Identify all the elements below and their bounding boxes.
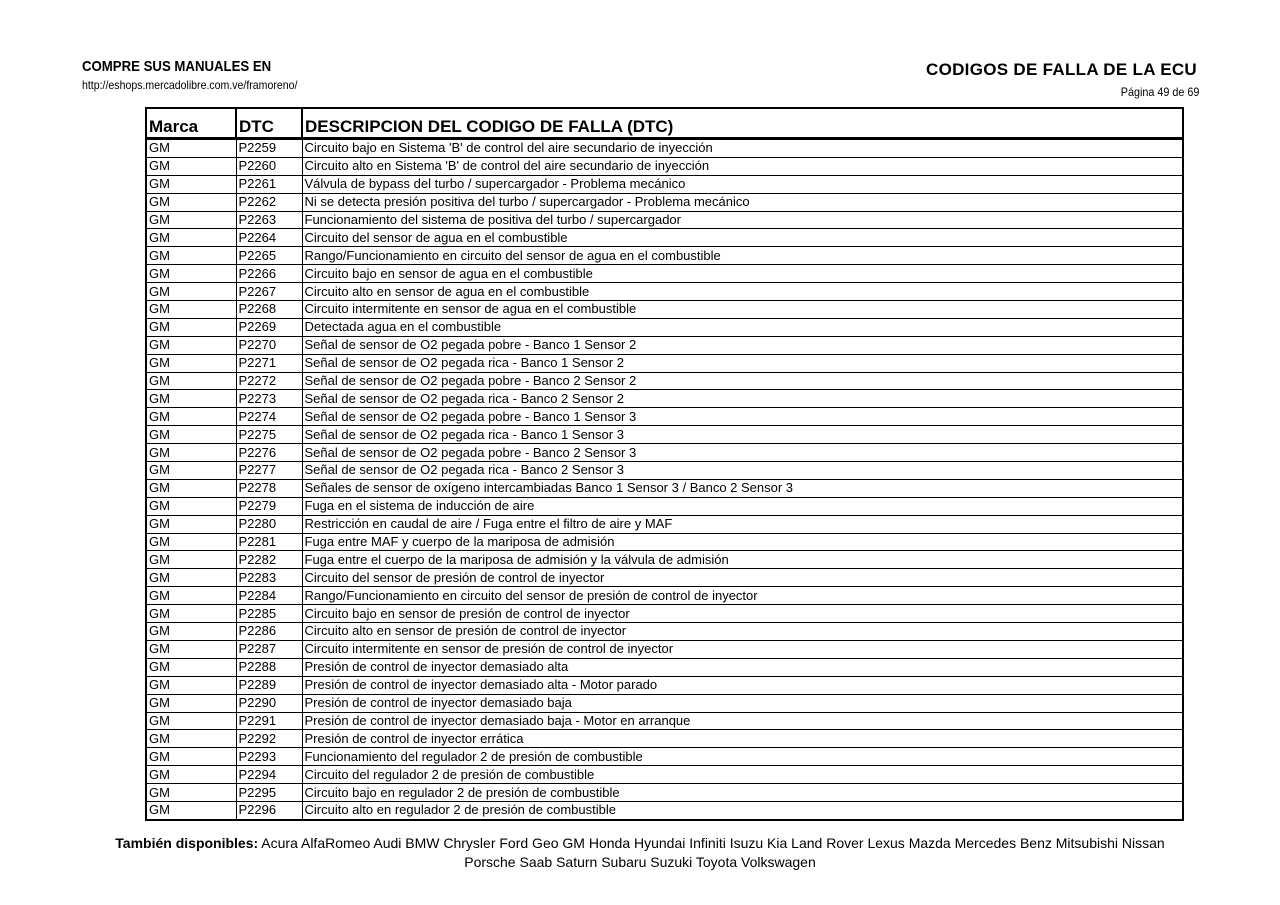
cell-description: Funcionamiento del regulador 2 de presión de combustible: [302, 748, 1183, 766]
column-header-marca: Marca: [146, 108, 236, 139]
table-row: [146, 372, 1183, 390]
cell-marca: GM: [146, 301, 236, 319]
table-row: [146, 283, 1183, 301]
cell-dtc: P2267: [236, 283, 302, 301]
promo-title: COMPRE SUS MANUALES EN: [82, 58, 272, 75]
cell-description: Presión de control de inyector demasiado alta - Motor parado: [302, 676, 1183, 694]
table-row: [146, 265, 1183, 283]
cell-description: Circuito bajo en sensor de presión de control de inyector: [302, 605, 1183, 623]
table-row: [146, 784, 1183, 802]
page-number: Página 49 de 69: [1120, 85, 1199, 99]
cell-marca: GM: [146, 730, 236, 748]
table-row: [146, 408, 1183, 426]
cell-dtc: P2284: [236, 587, 302, 605]
cell-dtc: P2285: [236, 605, 302, 623]
cell-dtc: P2269: [236, 318, 302, 336]
table-row: [146, 462, 1183, 480]
cell-description: Circuito del sensor de agua en el combustible: [302, 229, 1183, 247]
cell-marca: GM: [146, 354, 236, 372]
cell-description: Señal de sensor de O2 pegada pobre - Banco 1 Sensor 2: [302, 336, 1183, 354]
cell-marca: GM: [146, 444, 236, 462]
cell-description: Fuga entre MAF y cuerpo de la mariposa de admisión: [302, 533, 1183, 551]
cell-description: Circuito alto en Sistema 'B' de control del aire secundario de inyección: [302, 157, 1183, 175]
cell-marca: GM: [146, 336, 236, 354]
table-row: [146, 712, 1183, 730]
cell-dtc: P2274: [236, 408, 302, 426]
cell-description: Señal de sensor de O2 pegada pobre - Banco 2 Sensor 2: [302, 372, 1183, 390]
cell-dtc: P2282: [236, 551, 302, 569]
cell-dtc: P2286: [236, 623, 302, 641]
table-row: [146, 247, 1183, 265]
cell-description: Circuito intermitente en sensor de presión de control de inyector: [302, 640, 1183, 658]
table-row: [146, 497, 1183, 515]
cell-dtc: P2264: [236, 229, 302, 247]
table-row: [146, 390, 1183, 408]
cell-description: Restricción en caudal de aire / Fuga entre el filtro de aire y MAF: [302, 515, 1183, 533]
column-header-dtc: DTC: [236, 108, 302, 139]
cell-description: Circuito alto en sensor de agua en el combustible: [302, 283, 1183, 301]
cell-dtc: P2295: [236, 784, 302, 802]
table-row: [146, 211, 1183, 229]
cell-marca: GM: [146, 479, 236, 497]
cell-marca: GM: [146, 694, 236, 712]
cell-description: Detectada agua en el combustible: [302, 318, 1183, 336]
cell-dtc: P2270: [236, 336, 302, 354]
cell-description: Presión de control de inyector demasiado baja: [302, 694, 1183, 712]
table-row: [146, 694, 1183, 712]
table-row: [146, 551, 1183, 569]
cell-dtc: P2294: [236, 766, 302, 784]
cell-description: Circuito intermitente en sensor de agua en el combustible: [302, 301, 1183, 319]
cell-marca: GM: [146, 712, 236, 730]
cell-description: Rango/Funcionamiento en circuito del sensor de presión de control de inyector: [302, 587, 1183, 605]
cell-marca: GM: [146, 676, 236, 694]
dtc-table: [145, 107, 1184, 821]
cell-dtc: P2291: [236, 712, 302, 730]
cell-dtc: P2259: [236, 139, 302, 158]
cell-dtc: P2265: [236, 247, 302, 265]
table-row: [146, 336, 1183, 354]
cell-dtc: P2268: [236, 301, 302, 319]
table-row: [146, 193, 1183, 211]
cell-description: Circuito bajo en sensor de agua en el combustible: [302, 265, 1183, 283]
table-row: [146, 479, 1183, 497]
footer-brand-list: Acura AlfaRomeo Audi BMW Chrysler Ford Geo GM Honda Hyundai Infiniti Isuzu Kia Land Rover Lexus Mazda Mercedes Benz Mitsubishi Nissan Porsche Saab Saturn Subaru Suzuki Toyota Volkswagen: [261, 835, 1165, 870]
table-row: [146, 766, 1183, 784]
cell-marca: GM: [146, 229, 236, 247]
cell-marca: GM: [146, 605, 236, 623]
column-header-description: DESCRIPCION DEL CODIGO DE FALLA (DTC): [302, 108, 1183, 139]
cell-description: Circuito del regulador 2 de presión de combustible: [302, 766, 1183, 784]
table-row: [146, 157, 1183, 175]
cell-description: Señales de sensor de oxígeno intercambiadas Banco 1 Sensor 3 / Banco 2 Sensor 3: [302, 479, 1183, 497]
cell-marca: GM: [146, 408, 236, 426]
table-row: [146, 605, 1183, 623]
cell-marca: GM: [146, 175, 236, 193]
table-row: [146, 587, 1183, 605]
cell-dtc: P2296: [236, 801, 302, 819]
cell-dtc: P2272: [236, 372, 302, 390]
cell-marca: GM: [146, 640, 236, 658]
cell-description: Señal de sensor de O2 pegada rica - Banco 2 Sensor 3: [302, 462, 1183, 480]
cell-description: Funcionamiento del sistema de positiva del turbo / supercargador: [302, 211, 1183, 229]
table-row: [146, 801, 1183, 819]
cell-marca: GM: [146, 211, 236, 229]
cell-description: Presión de control de inyector errática: [302, 730, 1183, 748]
cell-marca: GM: [146, 784, 236, 802]
cell-dtc: P2287: [236, 640, 302, 658]
cell-dtc: P2266: [236, 265, 302, 283]
cell-dtc: P2273: [236, 390, 302, 408]
cell-marca: GM: [146, 801, 236, 819]
cell-marca: GM: [146, 623, 236, 641]
cell-marca: GM: [146, 139, 236, 158]
table-row: [146, 354, 1183, 372]
table-row: [146, 301, 1183, 319]
cell-marca: GM: [146, 157, 236, 175]
table-row: [146, 229, 1183, 247]
table-row: [146, 676, 1183, 694]
table-row: [146, 515, 1183, 533]
cell-marca: GM: [146, 497, 236, 515]
cell-marca: GM: [146, 551, 236, 569]
cell-dtc: P2292: [236, 730, 302, 748]
cell-description: Señal de sensor de O2 pegada pobre - Banco 2 Sensor 3: [302, 444, 1183, 462]
cell-marca: GM: [146, 247, 236, 265]
cell-description: Fuga entre el cuerpo de la mariposa de admisión y la válvula de admisión: [302, 551, 1183, 569]
cell-dtc: P2276: [236, 444, 302, 462]
cell-marca: GM: [146, 462, 236, 480]
cell-marca: GM: [146, 283, 236, 301]
cell-marca: GM: [146, 318, 236, 336]
cell-dtc: P2293: [236, 748, 302, 766]
table-row: [146, 623, 1183, 641]
cell-dtc: P2261: [236, 175, 302, 193]
table-row: [146, 533, 1183, 551]
table-row: [146, 640, 1183, 658]
cell-marca: GM: [146, 265, 236, 283]
cell-description: Fuga en el sistema de inducción de aire: [302, 497, 1183, 515]
cell-description: Señal de sensor de O2 pegada rica - Banco 1 Sensor 3: [302, 426, 1183, 444]
cell-marca: GM: [146, 658, 236, 676]
cell-marca: GM: [146, 587, 236, 605]
cell-marca: GM: [146, 515, 236, 533]
cell-description: Circuito alto en sensor de presión de control de inyector: [302, 623, 1183, 641]
table-row: [146, 730, 1183, 748]
table-row: [146, 139, 1183, 158]
footer-brands: [90, 834, 1190, 872]
cell-description: Circuito bajo en regulador 2 de presión de combustible: [302, 784, 1183, 802]
cell-dtc: P2278: [236, 479, 302, 497]
cell-marca: GM: [146, 426, 236, 444]
table-row: [146, 318, 1183, 336]
store-url[interactable]: http://eshops.mercadolibre.com.ve/framoreno/: [82, 78, 298, 92]
cell-description: Presión de control de inyector demasiado alta: [302, 658, 1183, 676]
cell-dtc: P2271: [236, 354, 302, 372]
table-row: [146, 569, 1183, 587]
cell-description: Presión de control de inyector demasiado baja - Motor en arranque: [302, 712, 1183, 730]
cell-description: Circuito alto en regulador 2 de presión de combustible: [302, 801, 1183, 819]
table-row: [146, 748, 1183, 766]
cell-dtc: P2288: [236, 658, 302, 676]
cell-description: Ni se detecta presión positiva del turbo / supercargador - Problema mecánico: [302, 193, 1183, 211]
cell-dtc: P2281: [236, 533, 302, 551]
cell-dtc: P2290: [236, 694, 302, 712]
cell-description: Señal de sensor de O2 pegada pobre - Banco 1 Sensor 3: [302, 408, 1183, 426]
cell-marca: GM: [146, 748, 236, 766]
cell-dtc: P2283: [236, 569, 302, 587]
cell-dtc: P2275: [236, 426, 302, 444]
cell-description: Señal de sensor de O2 pegada rica - Banco 2 Sensor 2: [302, 390, 1183, 408]
cell-dtc: P2260: [236, 157, 302, 175]
table-row: [146, 658, 1183, 676]
cell-description: Señal de sensor de O2 pegada rica - Banco 1 Sensor 2: [302, 354, 1183, 372]
cell-dtc: P2289: [236, 676, 302, 694]
cell-marca: GM: [146, 766, 236, 784]
table-row: [146, 444, 1183, 462]
cell-description: Válvula de bypass del turbo / supercargador - Problema mecánico: [302, 175, 1183, 193]
cell-marca: GM: [146, 193, 236, 211]
cell-description: Circuito bajo en Sistema 'B' de control del aire secundario de inyección: [302, 139, 1183, 158]
table-row: [146, 175, 1183, 193]
cell-dtc: P2277: [236, 462, 302, 480]
cell-marca: GM: [146, 569, 236, 587]
cell-description: Rango/Funcionamiento en circuito del sensor de agua en el combustible: [302, 247, 1183, 265]
cell-marca: GM: [146, 372, 236, 390]
cell-marca: GM: [146, 390, 236, 408]
footer-label: También disponibles:: [115, 835, 259, 851]
cell-marca: GM: [146, 533, 236, 551]
cell-dtc: P2263: [236, 211, 302, 229]
cell-description: Circuito del sensor de presión de control de inyector: [302, 569, 1183, 587]
cell-dtc: P2262: [236, 193, 302, 211]
document-title: CODIGOS DE FALLA DE LA ECU: [926, 60, 1197, 79]
cell-dtc: P2280: [236, 515, 302, 533]
table-row: [146, 426, 1183, 444]
cell-dtc: P2279: [236, 497, 302, 515]
